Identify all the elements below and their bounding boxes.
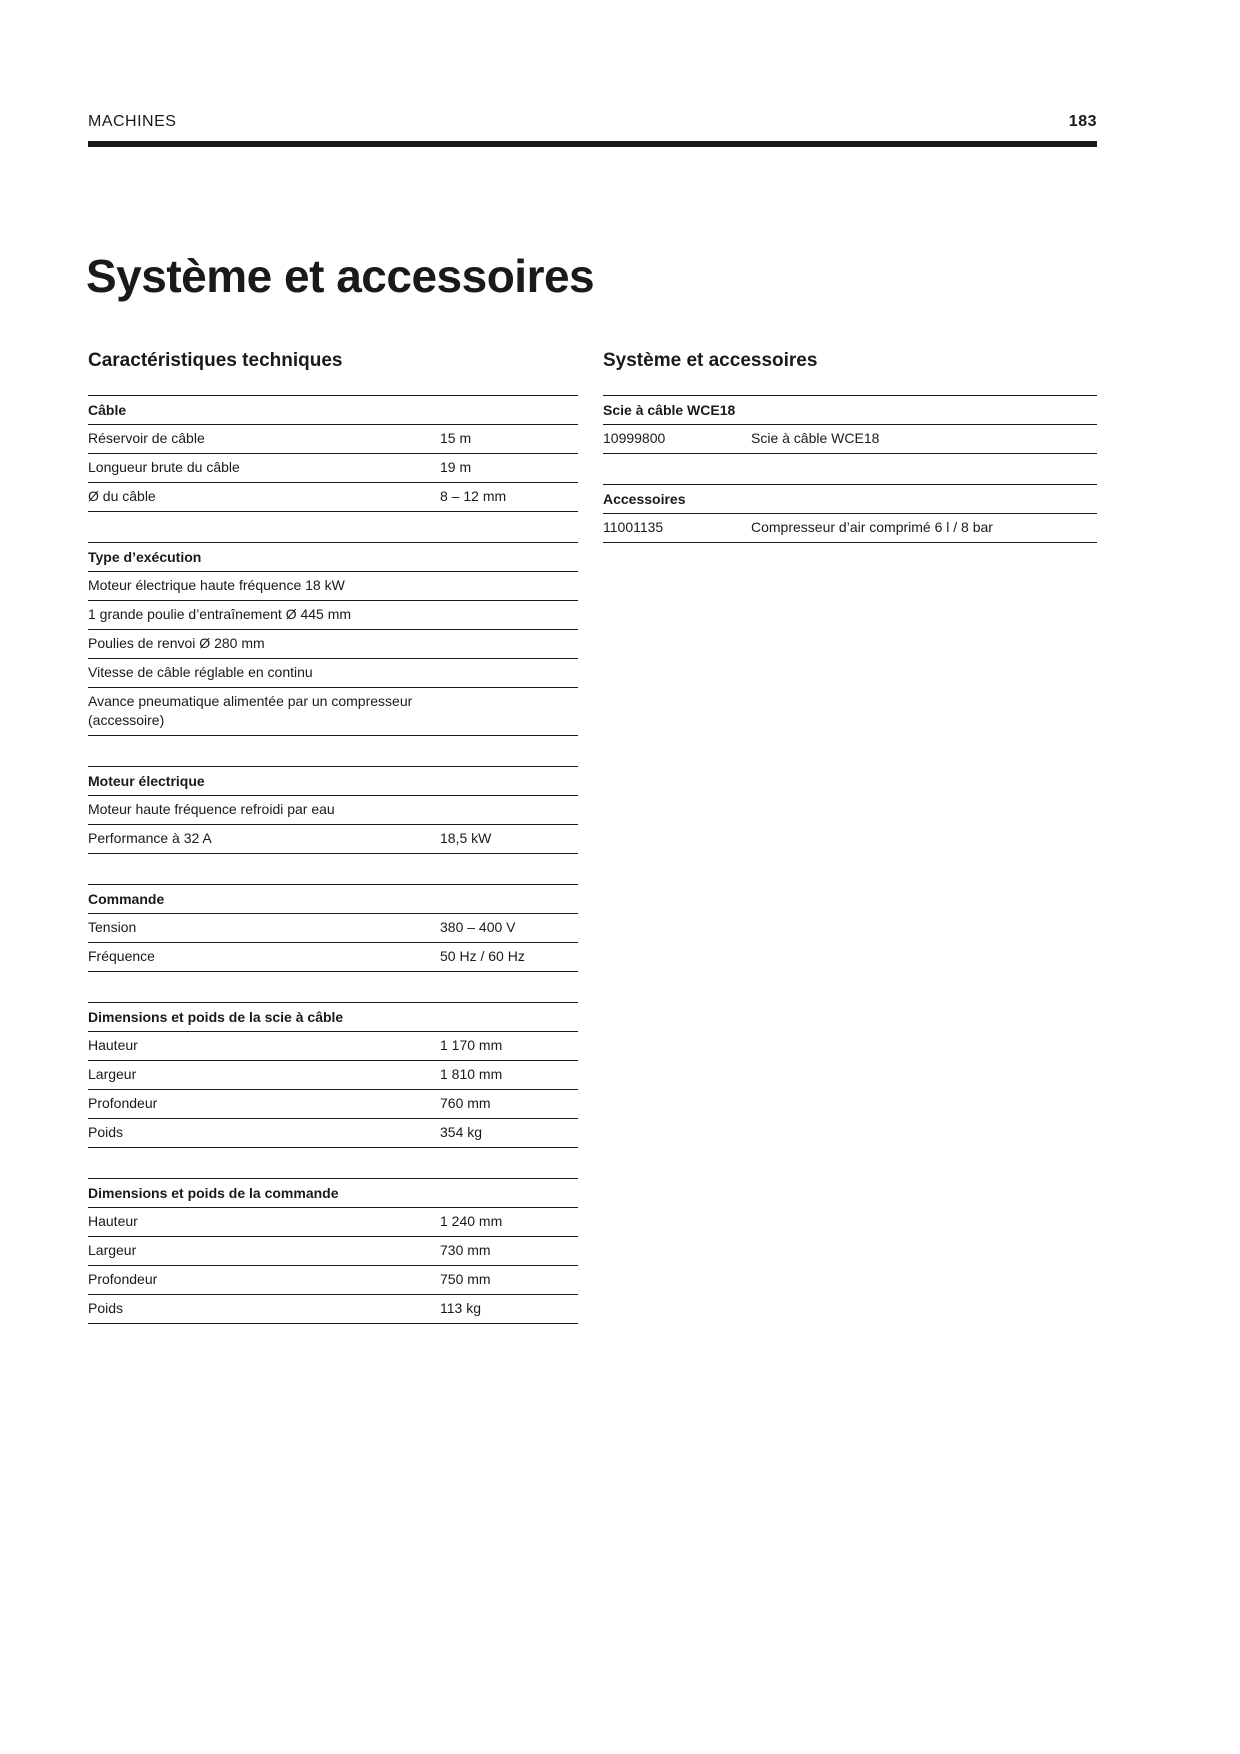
spec-value (440, 663, 578, 682)
accessory-row (603, 425, 1097, 454)
spec-row (88, 601, 578, 630)
spec-value: 380 – 400 V (440, 919, 516, 935)
spec-value: 18,5 kW (440, 830, 492, 846)
article-number: 10999800 (603, 430, 666, 446)
spec-label: Poids (88, 1124, 124, 1140)
spec-value: 1 240 mm (440, 1213, 503, 1229)
spec-label: Réservoir de câble (88, 430, 205, 446)
technical-specs-column (88, 349, 578, 1354)
spec-group-title: Moteur électrique (88, 766, 578, 796)
spec-row (88, 1032, 578, 1061)
spec-label: Moteur électrique haute fréquence 18 kW (88, 577, 345, 593)
spec-value: 15 m (440, 430, 472, 446)
spec-row (88, 1237, 578, 1266)
spec-label: Profondeur (88, 1095, 158, 1111)
spec-value: 113 kg (440, 1300, 481, 1316)
spec-group-title: Commande (88, 884, 578, 914)
spec-row (88, 943, 578, 972)
spec-row (88, 425, 578, 454)
spec-row (88, 825, 578, 854)
spec-group-title: Câble (88, 395, 578, 425)
accessory-group (603, 395, 1097, 454)
spec-value: 1 810 mm (440, 1066, 503, 1082)
system-accessories-column (603, 349, 1097, 573)
article-number: 11001135 (603, 519, 664, 535)
spec-label: Poids (88, 1300, 124, 1316)
accessory-group-title: Accessoires (603, 484, 1097, 514)
spec-label: Longueur brute du câble (88, 459, 240, 475)
spec-row (88, 1061, 578, 1090)
accessory-group-title: Scie à câble WCE18 (603, 395, 1097, 425)
spec-value (440, 634, 578, 653)
spec-group (88, 542, 578, 736)
spec-value (440, 800, 578, 819)
spec-value: 354 kg (440, 1124, 483, 1140)
spec-label: 1 grande poulie d’entraînement Ø 445 mm (88, 606, 352, 622)
accessory-row (603, 514, 1097, 543)
spec-label: Avance pneumatique alimentée par un compresseur (accessoire) (88, 693, 413, 728)
spec-value: 19 m (440, 459, 472, 475)
article-description: Scie à câble WCE18 (751, 430, 880, 446)
spec-group (88, 766, 578, 854)
spec-label: Performance à 32 A (88, 830, 212, 846)
spec-label: Tension (88, 919, 137, 935)
spec-value: 8 – 12 mm (440, 488, 507, 504)
spec-value: 730 mm (440, 1242, 491, 1258)
spec-row (88, 1208, 578, 1237)
accessory-group (603, 484, 1097, 543)
section-name: MACHINES (88, 113, 177, 130)
spec-row (88, 1090, 578, 1119)
spec-value: 50 Hz / 60 Hz (440, 948, 525, 964)
header-rule (88, 141, 1097, 147)
spec-row (88, 659, 578, 688)
spec-label: Profondeur (88, 1271, 158, 1287)
spec-label: Poulies de renvoi Ø 280 mm (88, 635, 265, 651)
accessories-heading: Système et accessoires (603, 350, 818, 371)
spec-label: Hauteur (88, 1213, 138, 1229)
spec-row (88, 630, 578, 659)
spec-group-title: Dimensions et poids de la scie à câble (88, 1002, 578, 1032)
spec-value (440, 692, 578, 730)
spec-group (88, 884, 578, 972)
spec-row (88, 1295, 578, 1324)
specs-groups (88, 395, 578, 1324)
spec-group-title: Dimensions et poids de la commande (88, 1178, 578, 1208)
spec-group-title: Type d’exécution (88, 542, 578, 572)
page-title: Système et accessoires (86, 250, 595, 302)
spec-label: Largeur (88, 1242, 137, 1258)
spec-row (88, 454, 578, 483)
article-description: Compresseur d’air comprimé 6 l / 8 bar (751, 519, 993, 535)
spec-row (88, 1266, 578, 1295)
page-number: 183 (1068, 113, 1097, 130)
spec-row (88, 572, 578, 601)
spec-label: Largeur (88, 1066, 137, 1082)
running-header (88, 113, 1097, 137)
spec-value: 750 mm (440, 1271, 491, 1287)
spec-group (88, 1002, 578, 1148)
spec-label: Hauteur (88, 1037, 138, 1053)
spec-row (88, 1119, 578, 1148)
specs-heading: Caractéristiques techniques (88, 350, 343, 371)
spec-value (440, 576, 578, 595)
spec-row (88, 688, 578, 736)
spec-value: 1 170 mm (440, 1037, 503, 1053)
spec-value: 760 mm (440, 1095, 491, 1111)
spec-label: Fréquence (88, 948, 155, 964)
spec-row (88, 914, 578, 943)
spec-label: Ø du câble (88, 488, 156, 504)
accessories-groups (603, 395, 1097, 543)
spec-row (88, 483, 578, 512)
spec-value (440, 605, 578, 624)
spec-label: Vitesse de câble réglable en continu (88, 664, 313, 680)
spec-group (88, 395, 578, 512)
spec-label: Moteur haute fréquence refroidi par eau (88, 801, 335, 817)
spec-row (88, 796, 578, 825)
spec-group (88, 1178, 578, 1324)
